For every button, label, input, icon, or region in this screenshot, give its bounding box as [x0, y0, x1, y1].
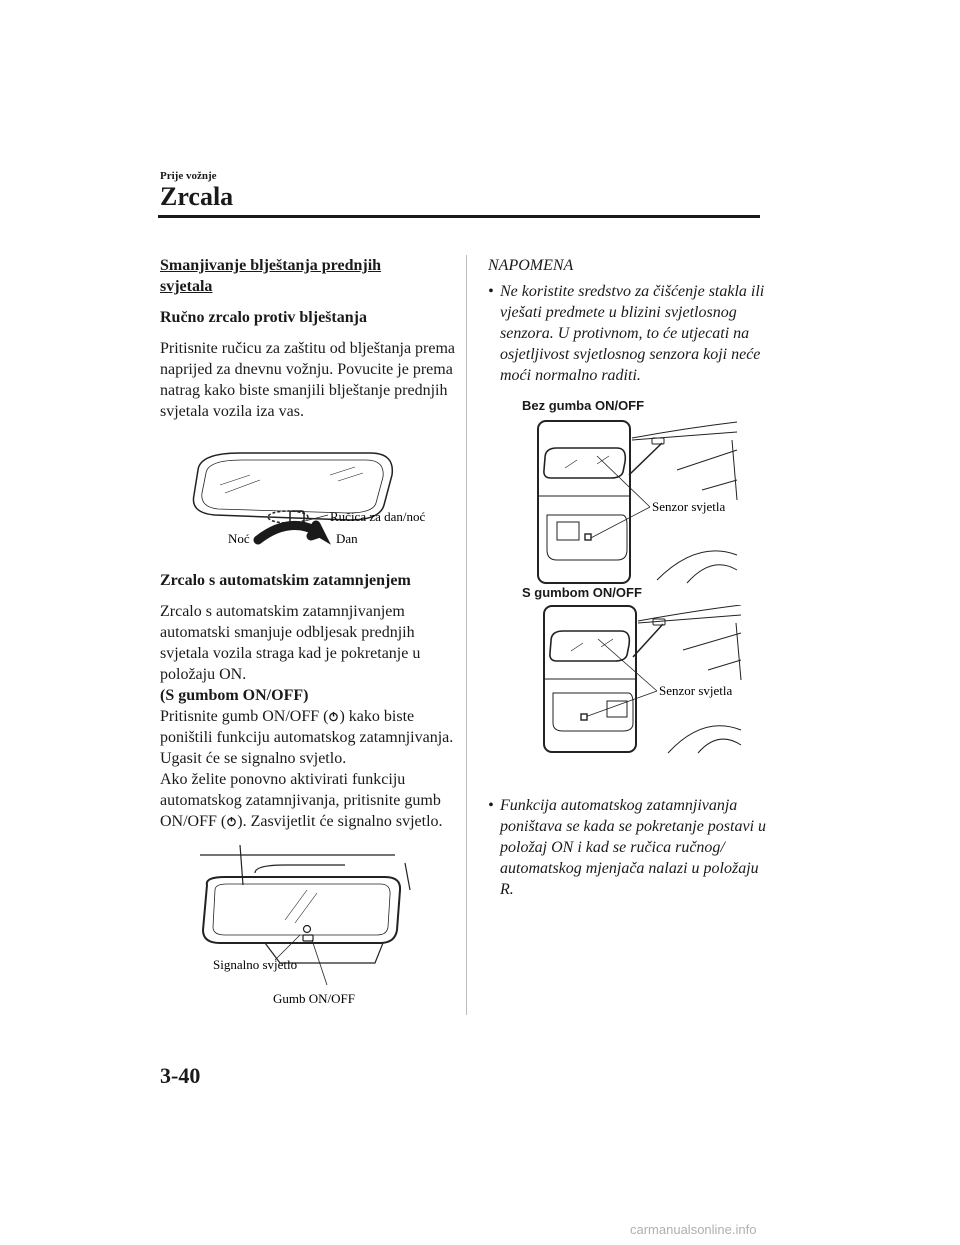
sensor-square-icon	[585, 534, 591, 540]
sensor-square-icon	[581, 714, 587, 720]
label-day: Dan	[336, 531, 358, 546]
paragraph-manual-mirror: Pritisnite ručicu za zaštitu od blještanja prema naprijed za dnevnu vožnju. Povucite je prema natrag kako biste smanjili blještanje prednjih svjetala vozila iza vas.	[160, 340, 456, 420]
label-light-sensor-2: Senzor svjetla	[659, 683, 733, 698]
page-title: Zrcala	[160, 182, 234, 211]
paragraph-auto-dimming: Zrcalo s automatskim zatamnjivanjem automatski smanjuje odbljesak prednjih svjetala vozila straga kad je pokretanje u položaju ON.	[160, 603, 421, 683]
page-number: 3-40	[160, 1063, 201, 1088]
bullet-icon: •	[488, 797, 494, 814]
lever-arrow-icon	[258, 525, 320, 540]
label-lever: Ručica za dan/noć	[330, 509, 426, 524]
note-title: NAPOMENA	[488, 257, 574, 274]
right-column	[488, 255, 768, 386]
label-onoff-button: Gumb ON/OFF	[273, 991, 355, 1006]
mirror-illustration	[200, 845, 410, 963]
note-bullet-1	[488, 281, 768, 386]
caption-no-button: Bez gumba ON/OFF	[522, 398, 645, 413]
text-reactivate-b: ). Zasvijetlit će signalno svjetlo.	[237, 813, 443, 830]
figure-auto-mirror	[195, 845, 425, 1010]
figure-no-button	[537, 420, 742, 585]
column-divider	[466, 255, 467, 1015]
right-column-2	[488, 795, 768, 900]
note-text-2: Funkcija automatskog zatamnjivanja poništava se kada se pokretanje postavi u položaj ON i kad se ručica ručnog/ automatskog mjenjača nalazi u položaju R.	[500, 797, 767, 898]
caption-with-button: S gumbom ON/OFF	[522, 585, 642, 600]
heading-headlight-glare: Smanjivanje blještanja prednjih svjetala	[160, 257, 382, 295]
bullet-icon: •	[488, 283, 494, 300]
label-signal-light: Signalno svjetlo	[213, 957, 298, 972]
text-reactivate-a: Ako želite ponovno aktivirati funkciju automatskog zatamnjivanja, pritisnite gumb ON/OFF (	[160, 771, 441, 830]
callout-line	[633, 624, 663, 657]
figure-manual-mirror	[180, 445, 460, 555]
note-text-1: Ne koristite sredstvo za čišćenje stakla ili vješati predmete u blizini svjetlosnog senzora. U protivnom, to će utjecati na osjetljivost svjetlosnog senzora koji neće moći normalno raditi.	[500, 283, 765, 384]
text-press-b: ) kako biste poništili funkciju automatskog zatamnjivanja. Ugasit će se signalno svjetlo.	[160, 708, 454, 767]
footer-watermark[interactable]: carmanualsonline.info	[630, 1222, 757, 1237]
power-icon	[328, 711, 339, 722]
power-icon	[226, 816, 237, 827]
label-light-sensor-1: Senzor svjetla	[652, 499, 726, 514]
label-with-button: (S gumbom ON/OFF)	[160, 687, 309, 704]
header-rule	[158, 215, 760, 218]
text-press-a: Pritisnite gumb ON/OFF (	[160, 708, 329, 725]
label-night: Noć	[228, 531, 250, 546]
paragraph-press-button	[160, 706, 456, 769]
section-label: Prije vožnje	[160, 170, 217, 182]
paragraph-reactivate	[160, 769, 456, 832]
figure-with-button	[543, 605, 743, 755]
heading-manual-mirror: Ručno zrcalo protiv blještanja	[160, 309, 367, 326]
note-bullet-2	[488, 795, 768, 900]
left-column-2	[160, 570, 456, 832]
left-column	[160, 255, 456, 422]
callout-line	[629, 443, 662, 475]
heading-auto-dimming: Zrcalo s automatskim zatamnjenjem	[160, 572, 411, 589]
